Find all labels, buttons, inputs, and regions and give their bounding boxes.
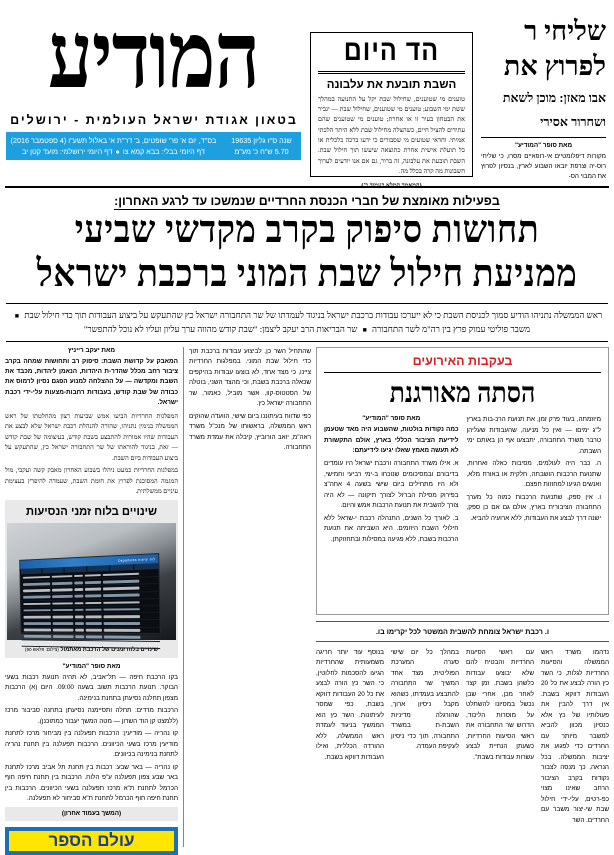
feature-a-para-1: א. אילו משרד התחבורה ורכבת ישראל היו עומדים בדיבורם ובמסיכומים שנוכחו ב-ימי רביעי וחמישי, ולא היו מתחילים ביום שישי בשעה 4 אחה"צ בפירוק מסילת הברזל לצורך תיקונה — לא היה צורך להשבית את תנועת הרכבות אמש והיום.	[324, 460, 459, 510]
middle-para-2: כפי שדווח בעיתוננו ביום שישי, הוועדה שהוקים ראש הממשלה, בראשותו של מנכ"ל משרד ראה"מ, יואב הורוביץ, קיבלה את עמדת משרד התחבורה.	[189, 412, 311, 452]
lead-para-2: במפלגות החרדיות כמעט ניהלו בשבוע האחרון מאבק קשה ועקבי, מול המגמה המסוכנת לפרוץ את חומת השבת, שעמדה להיפרץ בעצימת עיניים ממשלתית.	[5, 467, 178, 496]
feature-column-a	[324, 415, 459, 547]
photo-article-continuation: (המשך בעמוד אחרון)	[5, 807, 178, 821]
masthead	[0, 0, 614, 189]
photo-panel-article	[5, 663, 178, 807]
photo-frame	[5, 523, 178, 643]
feature-title: הסתה מאורגנת	[389, 378, 536, 409]
photo-article-para-1: בקו הרכבת חיפה — תל־אביב, לא תהיה תנועת רכבות בשעי הבוקר. תנועת הרכבות תשוב בשעה 09:00. היום (א) הרכבות מצפון תחלנה נסיעתן בתחנת בנימינה.	[5, 673, 178, 702]
board-col-head	[20, 568, 41, 574]
had-hayom-reference: (המאמר המלא בעמוד ב')	[361, 181, 422, 189]
daf-yomi-yerushalmi: דף היומי ירושלמי: מועד קטן יב	[22, 146, 113, 156]
departure-board-photo	[7, 523, 176, 640]
promo-headline-line1: שליחי ר	[524, 16, 606, 46]
bottom-column-3: עם ראשי הסיעות החרדיות והבטיח להם שלא יבוצעו עבודות כלשהן בשבת. זמן קצר לאחר מכן, אחרי שבן נכשל במסיונו להשתלט על מוסרות הליכוד, הדרוש שר התחבורה את ראשי הסיעות החרדיות, כשעתן הנחיית לבצע עשרות עבודות בשבת".	[466, 648, 534, 761]
feature-a-para-2: ב. לאורך כל השנים, התנהלה רכבת י-שראל ללא חילולי השבת היזומים. היא השביתה את תנועת הרכבות בשבת, ללא פגיעה במסילות ובתחזוקתן.	[324, 514, 459, 543]
square-bullet-icon-2: ■	[362, 326, 367, 335]
photo-panel-heading: שינויים בלוח זמני הנסיעות	[5, 500, 178, 523]
board-col-head	[109, 564, 133, 571]
promo-body: מקורות דיפלומטיים אי-רופאיים מסרו, כי שליחי רוס-יה וצרפת יובאו השבוע לארץ, בנסיון לפרוץ את המבוי הס-	[481, 152, 606, 180]
feature-article-box	[316, 347, 609, 615]
feature-b-para-2: ה. כבר היה לעולמים, מסיבות כאלה ואחרות, שתנועת הרכבות הושבתה, חלקית או באורח מלא, ואנשים הגיעו למחוזות חפצם.	[466, 460, 601, 489]
lead-byline: מאת יעקב רייניץ	[67, 346, 116, 354]
newspaper-logo: המודיע	[48, 4, 260, 108]
promo-divider	[481, 137, 606, 138]
had-hayom-title: הד היום	[343, 34, 440, 67]
bullet-separator: ●	[115, 146, 120, 156]
had-hayom-body: טוענים מי שטוענים, שחילול שבת יקל על התנועה במהלך ששת ימי השבוע; טוענים מי שטוענים, שחילול שבת — יגביר את הבטחון בעיר זו או אחרת; טוענים מי שטוענים שהם עתידים להציל חיים, כשהצלה מחילול שבת ללא היתר הלכתי אמיתי. וחדאי שטועים מי שסבורים כי ידעו ברכה כלכלית או כל תועלת אישית אחרת כתוצאה שיעשו תוך חילול שבת. השבת תובעת את עלבונה, זה ברור, גם אם אנו יודעים לערוך חשבונות מה קרה בכלל מה.	[318, 95, 465, 176]
headline-line-1: תחושות סיפוק בקרב מקדשי שביעי	[74, 209, 540, 251]
board-col-head	[133, 563, 158, 570]
photo-caption-text: שינויים בלוח זמנים של הרכבת מאתמול	[60, 646, 159, 653]
bottom-columns	[316, 648, 609, 829]
board-title: לוח יציאות Departures	[118, 556, 156, 562]
feature-columns	[324, 415, 601, 547]
headline-line-2: ממניעת חילול שבת המוני ברכבת ישראל	[36, 253, 578, 295]
advertisement-text: עולם הספר	[48, 830, 135, 850]
column-feature	[316, 347, 609, 847]
headline-subdeck	[6, 303, 608, 337]
feature-column-b	[467, 415, 602, 547]
subdeck-part-2: משבר פוליטי עמוק פרץ בין רה"מ לשר התחבורה	[372, 324, 531, 335]
feature-kicker: בעקבות האירועים	[324, 354, 601, 373]
feature-footnote: ו. רכבת ישראל‏ צומחת להשבית המשטר לכל יקרימו בו.	[316, 621, 609, 642]
info-date-block	[6, 132, 222, 160]
column-lead-story	[5, 346, 178, 850]
subdeck-part-3: שר הבריאות הרב יעקב ליצמן: "שבת קודש מהווה ערך עליון ועליו לא נוכל להתפשר"	[83, 324, 358, 335]
subdeck-part-1: ראש הממשלה נתניהו הודיע סמוך לכניסת השבת כי לא ייערכו עבודות ברכבת ישראל בניגוד לעמדתו של שר התחבורה ישראל כץ שהתעקש על ביצוע העבודות תוך כדי חילול שבת	[24, 310, 603, 321]
photo-article-para-2: הרכבות מרדים: תחלה ותסיימנה נסיעתן בתחנה סביבור מרכז (ללמצט קן הוד השרון — מטה המשך יעבור כמתוכנן).	[5, 707, 178, 725]
lead-paragraph: המאבק על קדושת השבת: סיפוק רב ותחושות שמחה בקרב ציבור רחב מכלל שהדר-ת היהדות, הנאמן ליהדות, מכבד את השבת ומקדשה — על ההצלחה למנוע הפגם נסיון לרמוס את כבודה של שבת קודש, בעבודות רחבות-מצעות עלי-ידי רכבת ישראל.	[5, 357, 178, 407]
info-hebrew-date: בס"ד, יום א' פר' שופטים, ב' דר"ת א' באלול תשע"ו (4 ספטמבר 2016)	[10, 135, 217, 145]
photo-article-byline: מאת סופר "המודיע"	[62, 662, 121, 670]
body-area	[0, 342, 614, 850]
info-daf-yomi	[10, 146, 217, 157]
had-hayom-box	[310, 32, 473, 189]
board-col-head	[63, 566, 86, 573]
board-rows	[20, 569, 160, 650]
advertisement-banner[interactable]	[5, 827, 178, 855]
feature-byline: מאת סופר "המודיע"	[362, 415, 421, 423]
promo-headline-line2: לפרוץ את	[503, 50, 606, 81]
main-headline	[4, 210, 610, 294]
bottom-column-2: במהלך כל יום שישי סערה המערכת הפוליטית, מצד אחד המשיך שר התחבורה להתבצע בעמדתו, כשהוא מקבל ניסיון ארוך, שהורגלה מדיניות השבת-ת במשרד התחבורה, תוך כדי ניסיון לעקיפת העמדה.	[391, 648, 459, 751]
issue-number: שנה ס"ז גליון 19635	[231, 135, 292, 145]
board-row	[22, 640, 161, 649]
bottom-column-1: בנוסף עוד יותר חריגה משמעותית שהחרדיות הגיעו להסכמות לחלוטין, כי השר כץ הורה לבצע את כל 20 העבודות דווקא בשבת, כפי שמסר לעיתונות. השר כץ הוא הממשיך בניגוד לעמדת ראש הממשלה, ללא ההורדה הכללית, ואילו העבודות דווקא בשבת.	[316, 648, 384, 761]
promo-column	[479, 6, 608, 182]
promo-subhead-line1: אבו מאזן: מוכן לשאת	[502, 91, 606, 106]
had-hayom-subtitle: השבת תובעת את עלבונה	[326, 78, 457, 91]
masthead-subtitle: בטאון אגודת ישראל העולמית - ירושלים	[10, 112, 298, 127]
issue-price: 5.70 ש"ח כ' מע"מ	[234, 146, 289, 156]
column-middle	[183, 347, 311, 847]
bottom-column-4: נדהמו משרד ראש הממשלה והסיעות החרדיות לגלות, כי השר כץ הורה לבצע את כל 20 העבודות דווקא בשבת. אין דרך להבין את פעולותיו של כץ אלא כנסיון מכוון להביא למשבר מיותר עם החרדים כדי לפגוע את יציבות הממשלה. בכל הנראה, כך מנסה לצבור נקודות בקרב הציבור הרחב שאינו מצוי כפ-רטים, עלי-ידי חילול שבת שי-יצור משבר עם החרדים. השר	[541, 648, 609, 824]
masthead-bottom-rule	[5, 186, 609, 188]
departure-board	[19, 553, 161, 634]
middle-para-1: שהתחיל השר כן, לביצוע עבודות ברכבת תוך כדי חילול שבת המוני. במפלגות החרדיות ציינו, כי מצד אחד, לא בוצעו עבודות בהיקפים שכאלה ברכבת בשבת, וכי מהצד השני, בוטלה של הסטטוס-קוו, אשר מוביל, כאמור, שר התחבורה ישראל כץ.	[189, 347, 311, 408]
had-hayom-title-wrap	[318, 34, 465, 67]
square-bullet-icon-1: ■	[14, 312, 20, 321]
photo-article-para-4: קו נהריה — באר שבע: רכבות בין תחנת תל אביב מרכז לתחנת באר שבע צפון תפעלנה ע"פ הלוח. הרכבות בין תחנת חיפה חוף הכרמל לתחנת ת"א מרכז תפעלנה בשעי הכיוונים. הרכבות בין תחנת חיפה חוף הכרמל לתחנת ת"א סביחור לא תפעלנה.	[5, 763, 178, 803]
had-hayom-divider	[318, 71, 465, 74]
promo-byline: מאת סופר "המודיע"	[514, 141, 573, 149]
board-row	[21, 620, 160, 627]
board-row	[21, 613, 160, 621]
promo-subhead-line2: ושחרור אסירי	[540, 114, 606, 129]
headline-kicker: בפעילות מאומצת של חברי הכנסת החרדיים שנמשכו עד לרגע האחרון:	[114, 194, 500, 208]
feature-lead: כמה נקודות בולטות, שהשבוע היה מאד שטעמן לידיעת הציבור הכללי בארץ, אולם התקשורת לא תעשה מאמץ שאלו יגיעו לידיעתם:	[324, 426, 459, 454]
board-col-head	[41, 567, 63, 573]
masthead-info-bar	[6, 132, 302, 160]
board-col-head	[86, 565, 109, 572]
headline-kicker-wrap	[0, 194, 614, 208]
feature-b-para-3: ו. אין ספק, שתנועת הרכבות כמוה כל מערך התחבורה הציבורית בארץ, אולם גם אם כן ספק, ישנה דרך לבצע את העבודות, ללא ארועיה להביא.	[466, 493, 601, 522]
photo-credit: (צילום: פלאש 90)	[24, 646, 59, 652]
masthead-brand	[4, 6, 304, 160]
photo-article-para-3: קו נהריה — מודיעין: הרכבות תפעלנה בין מביחור מרכז לתחנת מודיעין מרכז בשעי הכיוונים. הרכבות תפעלנה בין תחנת נהריה לתחנת בנימינה בכיוונים.	[5, 730, 178, 759]
daf-yomi-bavli: דף היומי בבלי: בבא קמא צו	[122, 146, 205, 156]
info-issue-block	[222, 132, 302, 160]
feature-b-para-1: מיוזמתה, בעוד פרק זמן, את תנועת הרכ-בות בארץ ל"ג ימיםו — ואין כל מניעה, שהעבודות שעליהן טרבר משרד התחבורה, יתבצעו אף הן באותם ימי השבתה.	[466, 416, 601, 455]
lead-para-1: המפלגות החרדיות הביעו אמש שביעות רצון מהחלטתו של ראש הממשלה בנימין נתניהו, שהורה להנהלת רכבת ישראל שלא לבצע את העבודות שהיו אמורות להתבצע בשבת קודש, בעיצומה של שבת קודש — זאת, בניגוד להוראתו של שר התחבורה ישראל כץ, שהתעקש על ביצוע העבודות ביום השבת.	[5, 412, 178, 462]
